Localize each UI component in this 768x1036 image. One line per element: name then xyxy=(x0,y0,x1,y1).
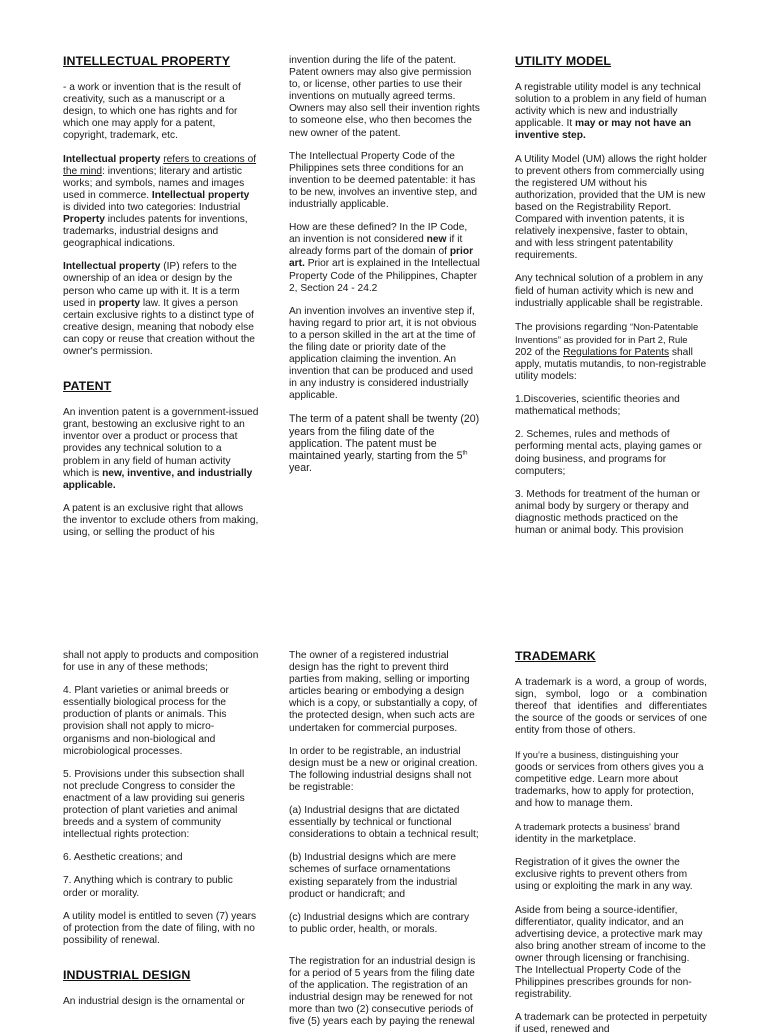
um-term: A utility model is entitled to seven (7) years of protection from the date of filing, with no possibility of renewal. xyxy=(63,910,257,946)
patent-term: The term of a patent shall be twenty (20) years from the filing date of the application. The patent must be maintained yearly, starting from the 5th year. xyxy=(289,413,480,475)
patent-paragraph-5: How are these defined? In the IP Code, an invention is not considered new if it already forms part of the domain of prior art. Prior art is explained in the Intellectual Property Code of the Philippines, Chapter 2, Section 24 - 24.2 xyxy=(289,222,480,294)
column-1-top xyxy=(63,55,259,539)
patent-paragraph-6: An invention involves an inventive step if, having regard to prior art, it is not obvious to a person skilled in the art at the time of the filing date or priority date of the application claiming the invention. An invention that can be produced and used in any industry is considered industrially applicable. xyxy=(289,305,477,402)
heading-intellectual-property: INTELLECTUAL PROPERTY xyxy=(63,54,231,68)
heading-trademark: TRADEMARK xyxy=(515,649,596,663)
heading-patent: PATENT xyxy=(63,379,112,394)
creations-of-mind-link[interactable]: refers to creations of the mind xyxy=(63,153,257,177)
tm-paragraph-1: A trademark is a word, a group of words, sign, symbol, logo or a combination thereof that identifies and differentiates the source of the goods or services of one entity from those of others. xyxy=(515,677,707,737)
um-list-item-4: 4. Plant varieties or animal breeds or essentially biological process for the production of plants or animals. This provision shall not apply to micro-organisms and non-biological and microbiological processes. xyxy=(63,685,229,757)
column-1-bottom xyxy=(63,650,259,1008)
column-2-top xyxy=(289,55,480,485)
patent-paragraph-4: The Intellectual Property Code of the Philippines sets three conditions for an invention to be deemed patentable: it has to be new, involves an inventive step, and industrially applicable. xyxy=(289,150,478,211)
ip-paragraph-3: Intellectual property (IP) refers to the ownership of an idea or design by the person who came up with it. It is a term used in property law. It gives a person certain exclusive rights to a distinct type of creative design, meaning that nobody else can copy or reuse that creation without the owner's permission. xyxy=(63,261,255,357)
um-list-item-3-cont: shall not apply to products and composition for use in any of these methods; xyxy=(63,650,259,674)
design-paragraph-2: In order to be registrable, an industrial design must be a new or original creation. The following industrial designs shall not be registrable: xyxy=(289,745,478,793)
design-registration: The registration for an industrial design is for a period of 5 years from the filing date of the application. The registration of an industrial design may be renewed for not more than two (2) consecutive periods of five (5) years each by paying the renewal xyxy=(289,955,476,1028)
heading-utility-model: UTILITY MODEL xyxy=(515,54,612,68)
tm-paragraph-4: Registration of it gives the owner the exclusive rights to prevent others from using or exploiting the mark in any way. xyxy=(515,857,693,893)
um-list-item-1: 1.Discoveries, scientific theories and mathematical methods; xyxy=(515,394,680,418)
um-paragraph-4: The provisions regarding “Non-Patentable Inventions” as provided for in Part 2, Rule 202 of the Regulations for Patents shall apply, mutatis mutandis, to non-registrable utility models: xyxy=(515,320,707,383)
um-list-item-2: 2. Schemes, rules and methods of performing mental acts, playing games or doing business, and programs for computers; xyxy=(515,429,702,477)
tm-paragraph-6: A trademark can be protected in perpetuity if used, renewed and xyxy=(515,1012,707,1036)
tm-paragraph-2: If you’re a business, distinguishing your goods or services from others gives you a competitive edge. Learn more about trademarks, how to apply for protection, and how to manage them. xyxy=(515,748,704,809)
um-list-item-6: 6. Aesthetic creations; and xyxy=(63,852,183,864)
ip-definition: - a work or invention that is the result of creativity, such as a manuscript or a design, to which one has rights and for which one may apply for a patent, copyright, trademark, etc. xyxy=(63,82,241,142)
design-intro: An industrial design is the ornamental or xyxy=(63,995,245,1007)
design-item-c: (c) Industrial designs which are contrary to public order, health, or morals. xyxy=(289,911,470,935)
regulations-for-patents-link[interactable]: Regulations for Patents xyxy=(563,346,670,358)
patent-paragraph-1: An invention patent is a government-issued grant, bestowing an exclusive right to an inventor over a product or process that provides any technical solution to a problem in any field of human activity which is new, inventive, and industrially applicable. xyxy=(63,407,259,491)
design-item-a: (a) Industrial designs that are dictated essentially by technical or functional considerations to obtain a technical result; xyxy=(289,805,479,841)
patent-paragraph-2: A patent is an exclusive right that allows the inventor to exclude others from making, using, or selling the product of his xyxy=(63,502,259,538)
column-2-bottom xyxy=(289,650,480,1028)
design-paragraph-1: The owner of a registered industrial design has the right to prevent third parties from making, selling or importing articles bearing or embodying a design which is a copy, or substantially a copy, of the protected design, when such acts are undertaken for commercial purposes. xyxy=(289,650,478,734)
um-paragraph-2: A Utility Model (UM) allows the right holder to prevent others from commercially using the registered UM without his authorization, provided that the UM is new based on the Registrability Report. Compared with invention patents, it is relatively inexpensive, faster to obtain, and with less stringent patentability requirements. xyxy=(515,153,707,262)
heading-industrial-design: INDUSTRIAL DESIGN xyxy=(63,967,191,982)
um-list-item-3: 3. Methods for treatment of the human or animal body by surgery or therapy and diagnostic methods practiced on the human or animal body. This provision xyxy=(515,488,701,536)
um-list-item-5: 5. Provisions under this subsection shall not preclude Congress to consider the enactment of a law providing sui generis protection of plant varieties and animal breeds and a system of community intellectual rights protection: xyxy=(63,768,245,841)
column-3-top xyxy=(515,55,707,537)
column-3-bottom xyxy=(515,650,707,1036)
patent-paragraph-3: invention during the life of the patent. Patent owners may also give permission to, or license, other parties to use their inventions on mutually agreed terms. Owners may also sell their invention rights to someone else, who then becomes the new owner of the patent. xyxy=(289,55,480,139)
tm-paragraph-5: Aside from being a source-identifier, differentiator, quality indicator, and an advertising device, a protective mark may also bring another stream of income to the owner through licensing or franchising. The Intellectual Property Code of the Philippines prescribes grounds for non-registrability. xyxy=(515,904,706,1001)
um-list-item-7: 7. Anything which is contrary to public order or morality. xyxy=(63,875,233,899)
um-paragraph-1: A registrable utility model is any technical solution to a problem in any field of human activity which is new and industrially applicable. It may or may not have an inventive step. xyxy=(515,82,707,142)
ip-paragraph-2: Intellectual property refers to creations of the mind: inventions; literary and artistic works; and symbols, names and images used in commerce. Intellectual property is divided into two categories: Industrial Property includes patents for inventions, trademarks, industrial designs and geographical indications. xyxy=(63,153,257,250)
design-item-b: (b) Industrial designs which are mere schemes of surface ornamentations existing separately from the industrial product or handicraft; and xyxy=(289,852,458,900)
tm-paragraph-3: A trademark protects a business’ brand identity in the marketplace. xyxy=(515,821,680,846)
um-paragraph-3: Any technical solution of a problem in any field of human activity which is new and industrially applicable shall be registrable. xyxy=(515,273,704,309)
